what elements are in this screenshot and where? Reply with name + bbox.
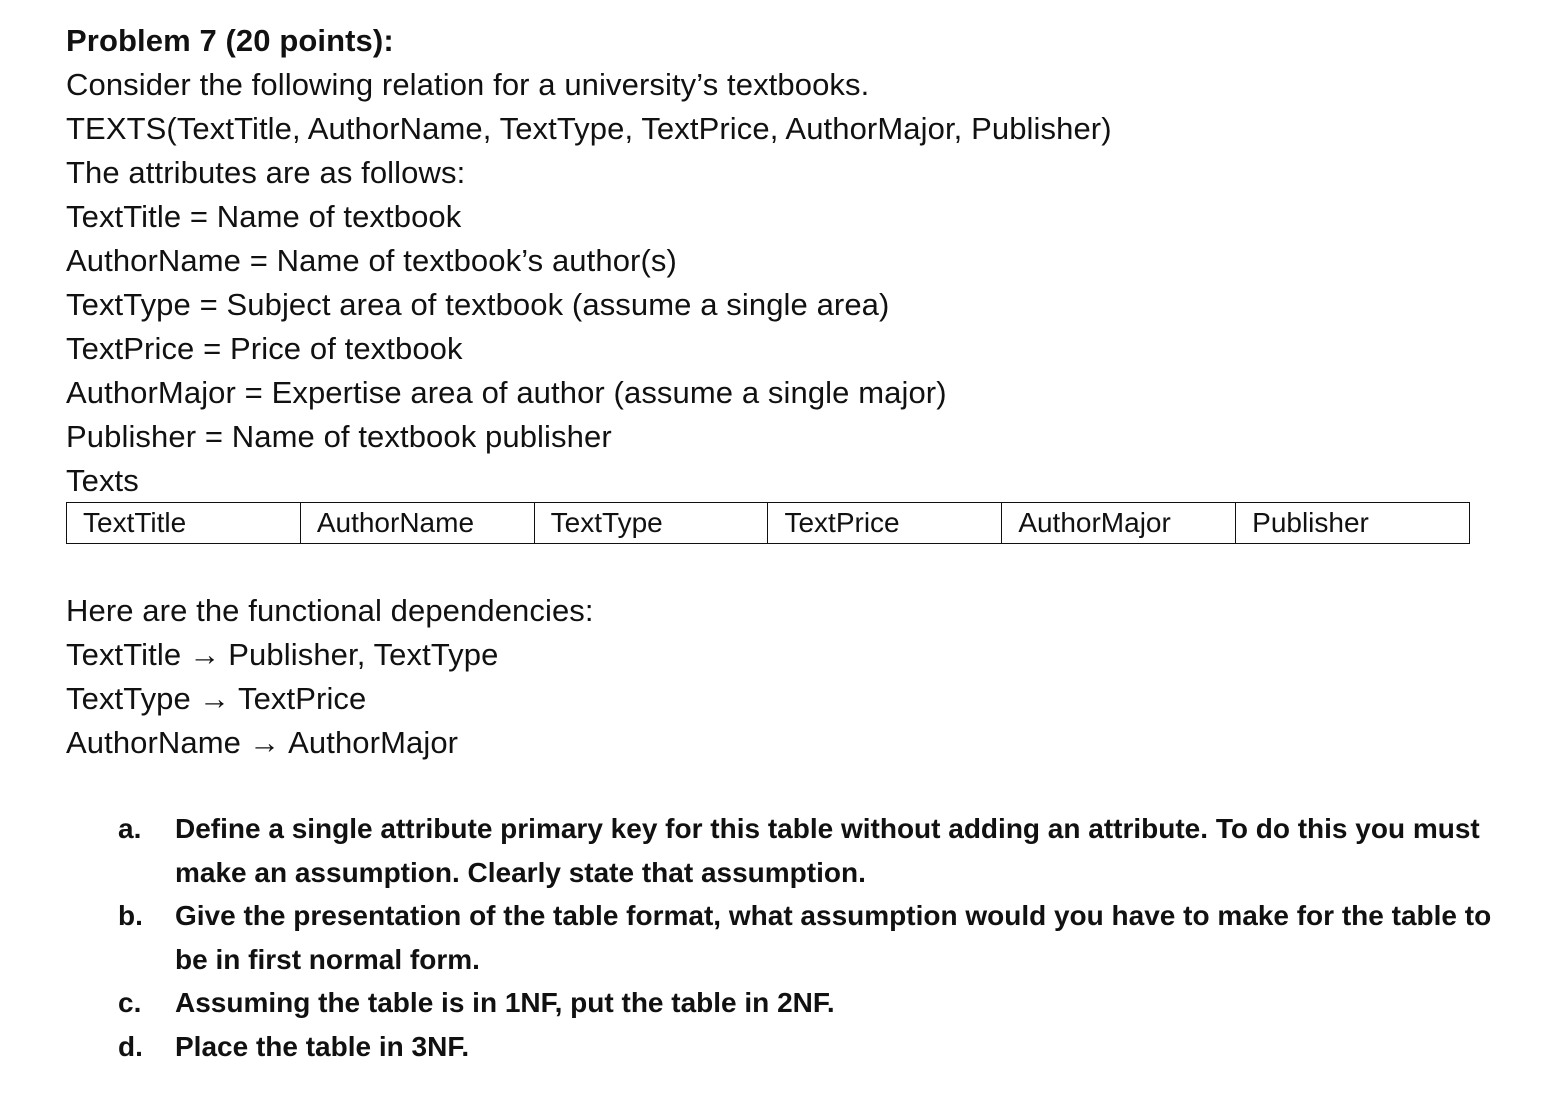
- attribute-definition: TextType = Subject area of textbook (assume a single area): [66, 287, 890, 322]
- question-item: [118, 1025, 1498, 1069]
- functional-dependency: [66, 677, 366, 721]
- fd-intro: Here are the functional dependencies:: [66, 593, 594, 628]
- fd-lhs: AuthorName: [66, 725, 242, 760]
- arrow-icon: →: [198, 681, 230, 716]
- table-header-cell: TextPrice: [768, 503, 1002, 544]
- functional-dependency: [66, 633, 498, 677]
- fd-lhs: TextType: [66, 681, 191, 716]
- question-letter: d.: [118, 1031, 143, 1062]
- texts-table: [66, 502, 1470, 544]
- question-text: Assuming the table is in 1NF, put the table in 2NF.: [175, 987, 835, 1018]
- fd-lhs: TextTitle: [66, 637, 182, 672]
- fd-rhs: AuthorMajor: [288, 725, 459, 760]
- fd-rhs: TextPrice: [237, 681, 367, 716]
- table-header-cell: TextTitle: [67, 503, 301, 544]
- question-letter: b.: [118, 900, 143, 931]
- arrow-icon: →: [249, 725, 281, 760]
- table-header-row: [67, 503, 1470, 544]
- table-header-cell: TextType: [534, 503, 768, 544]
- question-letter: c.: [118, 987, 142, 1018]
- attribute-definition: AuthorMajor = Expertise area of author (assume a single major): [66, 375, 947, 410]
- functional-dependency: [66, 721, 458, 765]
- attribute-definition: AuthorName = Name of textbook’s author(s): [66, 243, 677, 278]
- table-label: Texts: [66, 463, 139, 498]
- question-text: Place the table in 3NF.: [175, 1031, 470, 1062]
- attribute-definition: Publisher = Name of textbook publisher: [66, 419, 612, 454]
- attribute-definition: TextPrice = Price of textbook: [66, 331, 463, 366]
- question-text: Define a single attribute primary key for this table without adding an attribute. To do this you must make an assumption. Clearly state that assumption.: [175, 813, 1480, 888]
- table-header-cell: AuthorName: [300, 503, 534, 544]
- arrow-icon: →: [189, 637, 221, 672]
- fd-rhs: Publisher, TextType: [228, 637, 499, 672]
- question-item: [118, 981, 1498, 1025]
- question-text: Give the presentation of the table format, what assumption would you have to make for the table to be in first normal form.: [175, 900, 1492, 975]
- table-header-cell: AuthorMajor: [1002, 503, 1236, 544]
- attribute-definition: TextTitle = Name of textbook: [66, 199, 462, 234]
- question-item: [118, 807, 1498, 895]
- question-item: [118, 894, 1498, 982]
- problem-title: Problem 7 (20 points):: [66, 23, 394, 58]
- table-header-cell: Publisher: [1236, 503, 1470, 544]
- attributes-intro: The attributes are as follows:: [66, 155, 466, 190]
- intro-text: Consider the following relation for a university’s textbooks.: [66, 67, 870, 102]
- question-letter: a.: [118, 813, 142, 844]
- relation-schema: TEXTS(TextTitle, AuthorName, TextType, TextPrice, AuthorMajor, Publisher): [66, 111, 1112, 146]
